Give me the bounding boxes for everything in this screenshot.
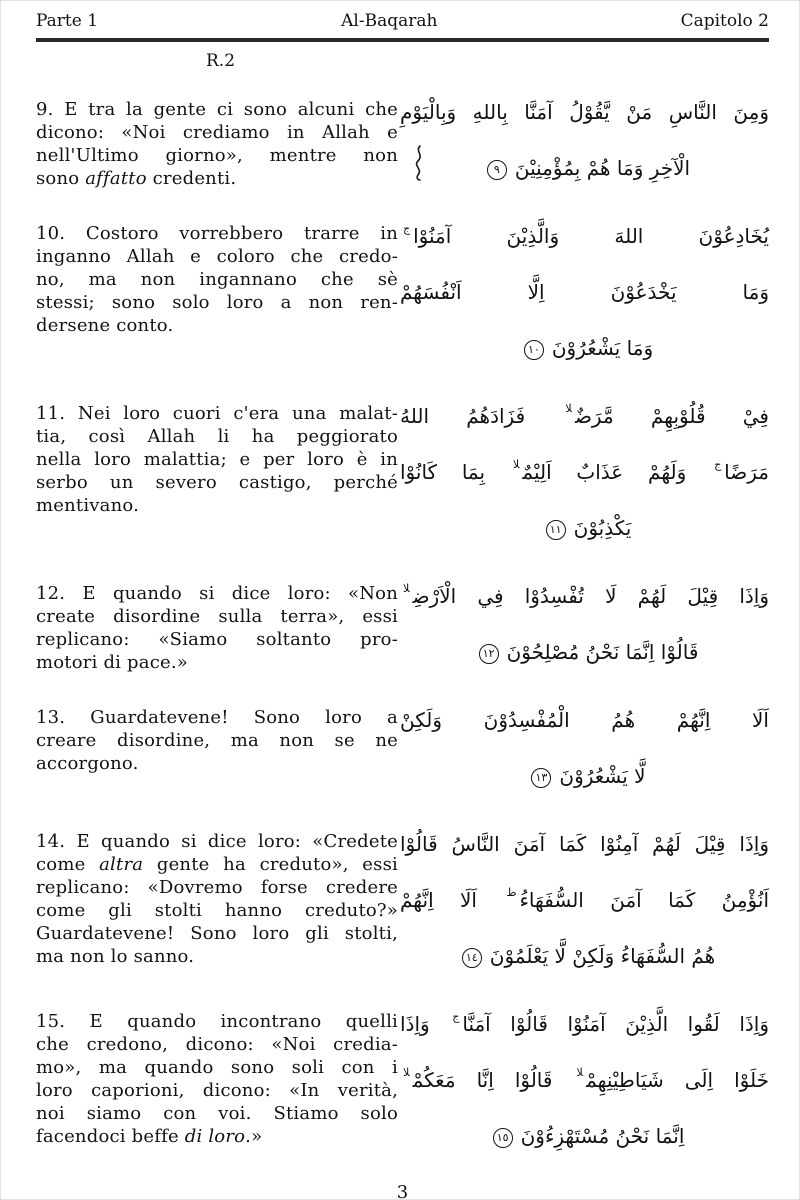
verse-arabic xyxy=(398,816,769,984)
ayah-end-marker: ١٣ xyxy=(531,768,551,788)
verse-translation xyxy=(36,84,398,196)
arabic-line: قَالُوْا اِنَّمَا نَحْنُ مُصْلِحُوْنَ١٢ xyxy=(400,624,769,680)
translation-line: no, ma non ingannano che sè xyxy=(36,269,398,290)
translation-line: stessi; sono solo loro a non ren- xyxy=(36,292,398,313)
translation-line: replicano: «Dovremo forse credere xyxy=(36,877,398,898)
waqf-mark: ج xyxy=(403,222,411,235)
waqf-mark: ج xyxy=(452,1010,460,1023)
translation-line: mentivano. xyxy=(36,495,140,516)
verses-container xyxy=(36,84,769,1176)
translation-line: ma non lo sanno. xyxy=(36,946,195,967)
waqf-mark: لا xyxy=(403,582,410,595)
arabic-line: يُخَادِعُوْنَ اللهَ وَالَّذِيْنَ آمَنُوْا$^ج$ xyxy=(403,222,769,248)
ruku-section-label: R.2 xyxy=(206,51,236,71)
verse-translation xyxy=(36,816,398,984)
arabic-line: وَمِنَ النَّاسِ مَنْ يَّقُوْلُ آمَنَّا بِاللهِ وَبِالْيَوْمِ xyxy=(400,100,769,124)
ayah-end-marker: ١٢ xyxy=(479,644,499,664)
translation-line: creare disordine, ma non se ne xyxy=(36,730,398,751)
verse-translation xyxy=(36,996,398,1164)
translation-line: serbo un severo castigo, perché xyxy=(36,472,398,493)
verse-arabic xyxy=(398,568,769,680)
arabic-line: وَاِذَا لَقُوا الَّذِيْنَ آمَنُوْا قَالُوْا آمَنَّا$^ج$ وَاِذَا xyxy=(400,1010,770,1036)
translation-line: tia, così Allah li ha peggiorato xyxy=(36,426,398,447)
verse-arabic xyxy=(398,996,769,1164)
translation-line: loro caporioni, dicono: «In verità, xyxy=(36,1080,398,1101)
arabic-line: لَّا يَشْعُرُوْنَ١٣ xyxy=(400,748,769,804)
page-footer xyxy=(36,1176,769,1200)
waqf-mark: لا xyxy=(512,458,520,471)
arabic-line: الْآخِرِ وَمَا هُمْ بِمُؤْمِنِيْنَ٩ xyxy=(400,140,769,196)
arabic-line: خَلَوْا اِلَى شَيَاطِيْنِهِمْ$^{لا}$ قَالُوْا اِنَّا مَعَكُمْ$^{لا}$ xyxy=(403,1066,769,1092)
arabic-line: يَكْذِبُوْنَ١١ xyxy=(400,500,769,556)
ayah-end-marker: ٩ xyxy=(487,160,507,180)
header-surah-title: Al-Baqarah xyxy=(341,11,438,31)
waqf-mark: ط xyxy=(506,886,517,899)
arabic-line: اِنَّمَا نَحْنُ مُسْتَهْزِءُوْنَ١٥ xyxy=(400,1108,769,1164)
verse-row xyxy=(36,996,769,1164)
arabic-line: هُمُ السُّفَهَاءُ وَلَكِنْ لَّا يَعْلَمُوْنَ١٤ xyxy=(400,928,769,984)
arabic-line: وَاِذَا قِيْلَ لَهُمْ لَا تُفْسِدُوْا فِي الْاَرْضِ$^{لا}$ xyxy=(403,582,769,608)
translation-line: dersene conto. xyxy=(36,315,174,336)
verse-arabic xyxy=(398,208,769,376)
translation-line: 12. E quando si dice loro: «Non xyxy=(36,583,398,604)
translation-line: 13. Guardatevene! Sono loro a xyxy=(36,707,398,728)
translation-line: noi siamo con voi. Stiamo solo xyxy=(36,1103,398,1124)
translation-line: 9. E tra la gente ci sono alcuni che xyxy=(36,99,398,120)
translation-line: come gli stolti hanno creduto?» xyxy=(36,900,398,921)
waqf-mark: ج xyxy=(714,458,722,471)
verse-row xyxy=(36,568,769,680)
translation-line: che credono, dicono: «Noi credia- xyxy=(36,1034,398,1055)
translation-line: 15. E quando incontrano quelli xyxy=(36,1011,398,1032)
arabic-line: فِيْ قُلُوْبِهِمْ مَّرَضٌ$^{لا}$ فَزَادَهُمُ اللهُ xyxy=(400,402,769,428)
translation-line: Guardatevene! Sono loro gli stolti, xyxy=(36,923,398,944)
header-divider xyxy=(36,38,769,42)
waqf-mark: لا xyxy=(565,402,572,415)
translation-line: accorgono. xyxy=(36,753,139,774)
verse-row xyxy=(36,84,769,196)
verse-row xyxy=(36,816,769,984)
translation-line: dicono: «Noi crediamo in Allah e xyxy=(36,122,398,143)
ayah-end-marker: ١٤ xyxy=(462,948,482,968)
translation-line: 14. E quando si dice loro: «Credete xyxy=(36,831,398,852)
arabic-line: مَرَضًا$^ج$ وَلَهُمْ عَذَابٌ اَلِيْمٌ$^{لا}$ بِمَا كَانُوْا xyxy=(400,458,769,484)
verse-row xyxy=(36,388,769,556)
verse-translation xyxy=(36,208,398,376)
translation-line: 11. Nei loro cuori c'era una malat- xyxy=(36,403,398,424)
arabic-line: وَمَا يَشْعُرُوْنَ١٠ xyxy=(400,320,769,376)
translation-line: nella loro malattia; e per loro è in xyxy=(36,449,398,470)
translation-line: inganno Allah e coloro che credo- xyxy=(36,246,398,267)
ayah-end-marker: ١١ xyxy=(546,520,566,540)
page-number: 3 xyxy=(396,1182,409,1200)
verse-arabic xyxy=(398,84,769,196)
translation-line: create disordine sulla terra», essi xyxy=(36,606,398,627)
header-part-label: Parte 1 xyxy=(36,11,99,31)
translation-line: motori di pace.» xyxy=(36,652,188,673)
arabic-line: وَاِذَا قِيْلَ لَهُمْ آمِنُوْا كَمَا آمَنَ النَّاسُ قَالُوْا xyxy=(400,832,769,856)
verse-translation xyxy=(36,568,398,680)
ayah-end-marker: ١٠ xyxy=(524,340,544,360)
verse-translation xyxy=(36,692,398,804)
page-header xyxy=(36,11,769,38)
arabic-line: وَمَا يَخْدَعُوْنَ اِلَّا اَنْفُسَهُمْ xyxy=(400,280,769,304)
translation-line: mo», ma quando sono soli con i xyxy=(36,1057,398,1078)
translation-line: nell'Ultimo giorno», mentre non xyxy=(36,145,398,166)
verse-row xyxy=(36,692,769,804)
ayah-end-marker: ١٥ xyxy=(493,1128,513,1148)
verse-row xyxy=(36,208,769,376)
header-chapter-label: Capitolo 2 xyxy=(680,11,769,31)
arabic-line: اَنُؤْمِنُ كَمَا آمَنَ السُّفَهَاءُ$^ط$ اَلَا اِنَّهُمْ xyxy=(400,886,769,912)
margin-waqf-icon xyxy=(412,144,426,186)
translation-line: facendoci beffe di loro.» xyxy=(36,1126,263,1147)
waqf-mark: لا xyxy=(576,1066,584,1079)
verse-arabic xyxy=(398,388,769,556)
translation-line: sono affatto credenti. xyxy=(36,168,237,189)
verse-translation xyxy=(36,388,398,556)
waqf-mark: لا xyxy=(403,1066,410,1079)
translation-line: replicano: «Siamo soltanto pro- xyxy=(36,629,398,650)
translation-line: come altra gente ha creduto», essi xyxy=(36,854,398,875)
translation-line: 10. Costoro vorrebbero trarre in xyxy=(36,223,398,244)
verse-arabic xyxy=(398,692,769,804)
arabic-line: اَلَا اِنَّهُمْ هُمُ الْمُفْسِدُوْنَ وَلَكِنْ xyxy=(400,708,769,732)
